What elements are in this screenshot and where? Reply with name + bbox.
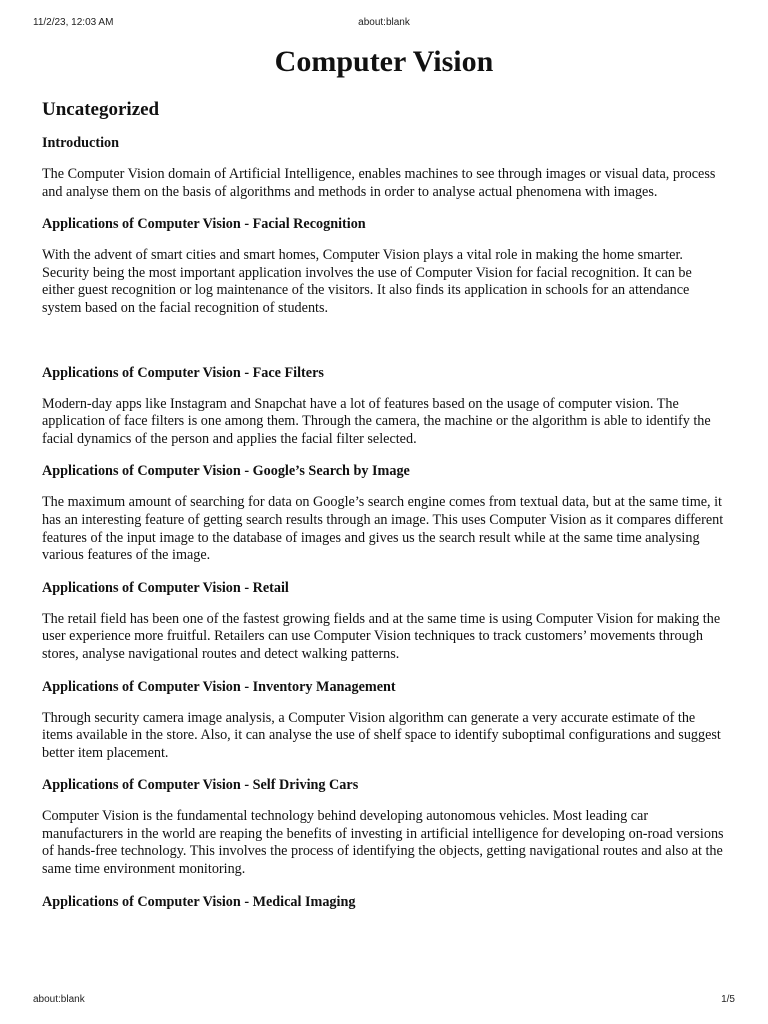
page-number: 1/5 (721, 994, 735, 1005)
section-heading: Applications of Computer Vision - Google’s Search by Image (42, 463, 410, 480)
document-content (42, 42, 726, 911)
section-heading: Applications of Computer Vision - Inventory Management (42, 678, 396, 695)
document-title: Computer Vision (274, 45, 494, 78)
section-paragraph: Modern-day apps like Instagram and Snapchat have a lot of features based on the usage of computer vision. The application of face filters is one among them. Through the camera, the machine or the algorithm is able to identify the facial dynamics of the person and applies the facial filter selected. (42, 395, 711, 447)
section-heading: Applications of Computer Vision - Retail (42, 579, 289, 596)
section-paragraph: With the advent of smart cities and smart homes, Computer Vision plays a vital role in making the home smarter. Security being the most important application involves the use of Computer Vision for facial recognition. It can be either guest recognition or log maintenance of the visitors. It also finds its application in schools for an attendance system based on the facial recognition of students. (42, 247, 692, 316)
section-paragraph: The maximum amount of searching for data on Google’s search engine comes from textual data, but at the same time, it has an interesting feature of getting search results through an image. This uses Computer Vision as it compares different features of the input image to the database of images and gives us the search result while at the same time analysing various features of the image. (42, 494, 724, 564)
category-heading: Uncategorized (42, 99, 160, 120)
print-footer (33, 994, 735, 1008)
print-datetime: 11/2/23, 12:03 AM (33, 17, 114, 28)
section-inventory-management (42, 678, 726, 763)
section-heading: Applications of Computer Vision - Self Driving Cars (42, 777, 359, 794)
section-paragraph: Computer Vision is the fundamental technology behind developing autonomous vehicles. Most leading car manufacturers in the world are reaping the benefits of investing in artificial intelligence for developing on-road versions of hands-free technology. This involves the process of identifying the objects, getting navigational routes and also at the same time environment monitoring. (42, 808, 724, 878)
section-paragraph: The Computer Vision domain of Artificial Intelligence, enables machines to see through images or visual data, process and analyse them on the basis of algorithms and methods in order to analyse actual phenomena with images. (42, 166, 716, 200)
section-introduction (42, 134, 726, 201)
section-heading: Introduction (42, 135, 119, 151)
section-heading: Applications of Computer Vision - Medical Imaging (42, 893, 356, 910)
section-retail (42, 579, 726, 664)
section-heading: Applications of Computer Vision - Facial Recognition (42, 216, 366, 233)
section-medical-imaging (42, 893, 726, 911)
section-paragraph: The retail field has been one of the fastest growing fields and at the same time is using Computer Vision for making the user experience more fruitful. Retailers can use Computer Vision techniques to track customers’ movements through stores, analyse navigational routes and detect walking patterns. (42, 610, 721, 662)
section-heading: Applications of Computer Vision - Face Filters (42, 364, 324, 381)
print-header (33, 17, 735, 31)
section-search-by-image (42, 462, 726, 564)
section-paragraph: Through security camera image analysis, a Computer Vision algorithm can generate a very accurate estimate of the items available in the store. Also, it can analyse the use of shelf space to identify suboptimal configurations and suggest better item placement. (42, 709, 721, 761)
print-header-url: about:blank (358, 17, 410, 28)
print-footer-url: about:blank (33, 994, 85, 1005)
section-facial-recognition (42, 215, 726, 317)
section-self-driving-cars (42, 776, 726, 878)
section-face-filters (42, 364, 726, 449)
